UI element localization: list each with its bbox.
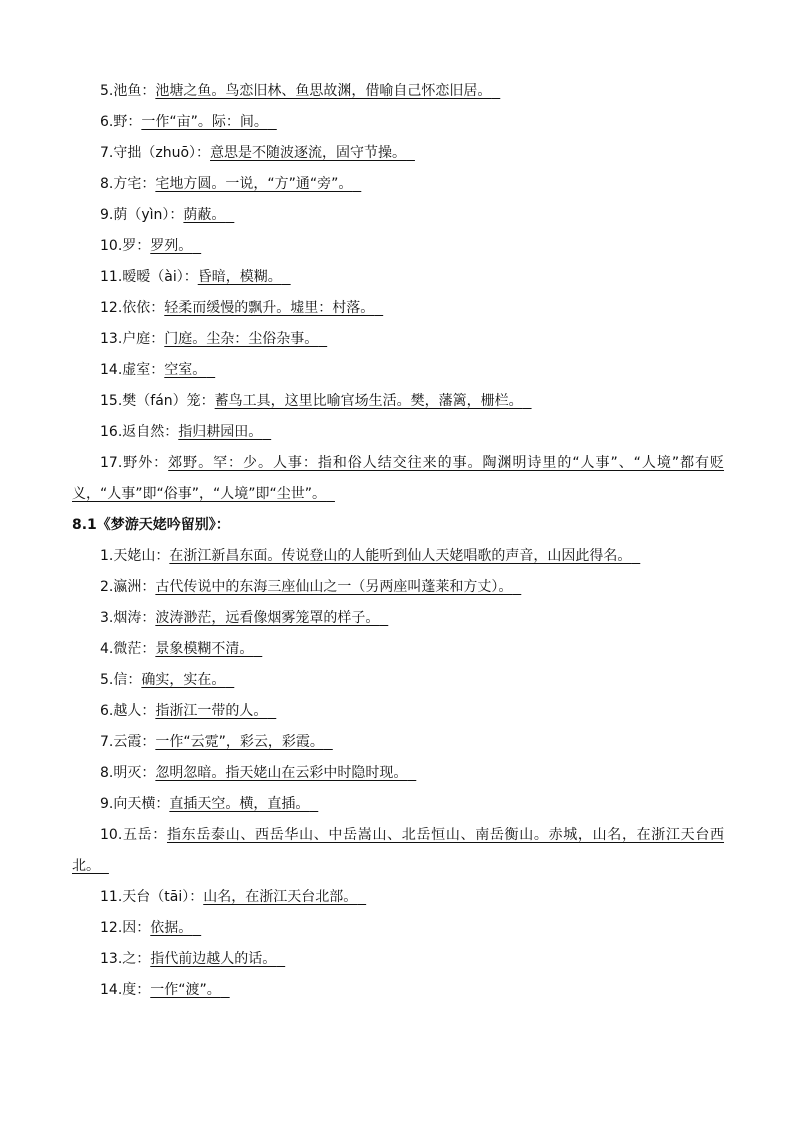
note-item <box>72 727 724 758</box>
note-item <box>72 758 724 789</box>
note-answer: 直插天空。横，直插。 <box>169 796 310 812</box>
note-answer: 依据。 <box>150 920 193 936</box>
note-item-17 <box>72 448 724 510</box>
note-term: 9.向天横： <box>100 796 170 812</box>
note-term: 10.五岳： <box>100 827 167 843</box>
note-answer: 指浙江一带的人。 <box>155 703 268 719</box>
note-term: 12.因： <box>100 920 151 936</box>
note-item <box>72 696 724 727</box>
note-answer: 宅地方圆。一说，“方”通“旁”。 <box>155 176 353 192</box>
note-answer: 指代前边越人的话。 <box>150 951 277 967</box>
note-answer: 忽明忽暗。指天姥山在云彩中时隐时现。 <box>155 765 408 781</box>
note-item <box>72 789 724 820</box>
note-item <box>72 913 724 944</box>
note-item-10 <box>72 820 724 882</box>
note-answer: 空室。 <box>164 362 207 378</box>
note-term: 14.虚室： <box>100 362 165 378</box>
note-term: 17.野外： <box>100 455 169 471</box>
note-answer: 波涛渺茫，远看像烟雾笼罩的样子。 <box>155 610 380 626</box>
note-answer: 门庭。尘杂：尘俗杂事。 <box>164 331 319 347</box>
note-term: 2.瀛洲： <box>100 579 156 595</box>
note-answer: 蓄鸟工具，这里比喻官场生活。樊，藩篱，栅栏。 <box>214 393 523 409</box>
note-term: 12.依依： <box>100 300 165 316</box>
note-item <box>72 324 724 355</box>
note-item <box>72 231 724 262</box>
note-item <box>72 975 724 1006</box>
section-title: 8.1《梦游天姥吟留别》： <box>72 517 230 533</box>
note-answer: 在浙江新昌东面。传说登山的人能听到仙人天姥唱歌的声音，山因此得名。 <box>169 548 632 564</box>
note-term: 8.方宅： <box>100 176 156 192</box>
note-item <box>72 634 724 665</box>
note-item <box>72 262 724 293</box>
note-item <box>72 293 724 324</box>
document-content <box>72 76 724 1006</box>
note-term: 16.返自然： <box>100 424 179 440</box>
note-item <box>72 76 724 107</box>
note-term: 6.越人： <box>100 703 156 719</box>
note-term: 8.明灭： <box>100 765 156 781</box>
note-item <box>72 417 724 448</box>
note-term: 11.暧暧（ài）： <box>100 269 198 285</box>
note-term: 6.野： <box>100 114 142 130</box>
note-answer: 指归耕园田。 <box>178 424 263 440</box>
note-term: 9.荫（yìn）： <box>100 207 184 223</box>
note-term: 11.天台（tāi）： <box>100 889 204 905</box>
note-item <box>72 603 724 634</box>
note-answer: 一作“亩”。际：间。 <box>141 114 268 130</box>
note-term: 13.户庭： <box>100 331 165 347</box>
note-answer: 山名，在浙江天台北部。 <box>203 889 358 905</box>
note-answer: 池塘之鱼。鸟恋旧林、鱼思故渊，借喻自己怀恋旧居。 <box>155 83 492 99</box>
note-term: 1.天姥山： <box>100 548 170 564</box>
note-answer: 古代传说中的东海三座仙山之一（另两座叫蓬莱和方丈）。 <box>155 579 513 595</box>
note-item <box>72 355 724 386</box>
note-answer: 一作“云霓”，彩云，彩霞。 <box>155 734 324 750</box>
note-answer: 轻柔而缓慢的飘升。墟里：村落。 <box>164 300 375 316</box>
note-term: 5.池鱼： <box>100 83 156 99</box>
note-answer: 一作“渡”。 <box>150 982 221 998</box>
note-item <box>72 200 724 231</box>
note-answer: 郊野。罕：少。人事：指和俗人结交往来的事。陶渊明诗里的“人事”、“人境”都有贬义，“人事”即“俗事”，“人境”即“尘世”。 <box>72 455 725 502</box>
note-term: 7.云霞： <box>100 734 156 750</box>
notes-list-mengyoutianmu <box>72 541 724 820</box>
note-term: 14.度： <box>100 982 151 998</box>
note-answer: 昏暗，模糊。 <box>197 269 282 285</box>
notes-list-guiyuantianju <box>72 76 724 448</box>
note-answer: 景象模糊不清。 <box>155 641 254 657</box>
note-term: 7.守拙（zhuō）： <box>100 145 211 161</box>
note-answer: 确实，实在。 <box>141 672 226 688</box>
note-answer: 意思是不随波逐流，固守节操。 <box>210 145 407 161</box>
note-answer: 罗列。 <box>150 238 193 254</box>
note-item <box>72 169 724 200</box>
note-answer: 荫蔽。 <box>183 207 226 223</box>
note-item <box>72 572 724 603</box>
note-item <box>72 107 724 138</box>
note-item <box>72 882 724 913</box>
note-item <box>72 944 724 975</box>
note-item <box>72 665 724 696</box>
note-item <box>72 386 724 417</box>
note-item <box>72 541 724 572</box>
note-term: 13.之： <box>100 951 151 967</box>
note-term: 3.烟涛： <box>100 610 156 626</box>
notes-list-mengyoutianmu-cont <box>72 882 724 1006</box>
note-term: 4.微茫： <box>100 641 156 657</box>
note-term: 15.樊（fán）笼： <box>100 393 215 409</box>
note-term: 10.罗： <box>100 238 151 254</box>
note-term: 5.信： <box>100 672 142 688</box>
note-answer: 指东岳泰山、西岳华山、中岳嵩山、北岳恒山、南岳衡山。赤城，山名，在浙江天台西北。 <box>72 827 725 874</box>
note-item <box>72 138 724 169</box>
